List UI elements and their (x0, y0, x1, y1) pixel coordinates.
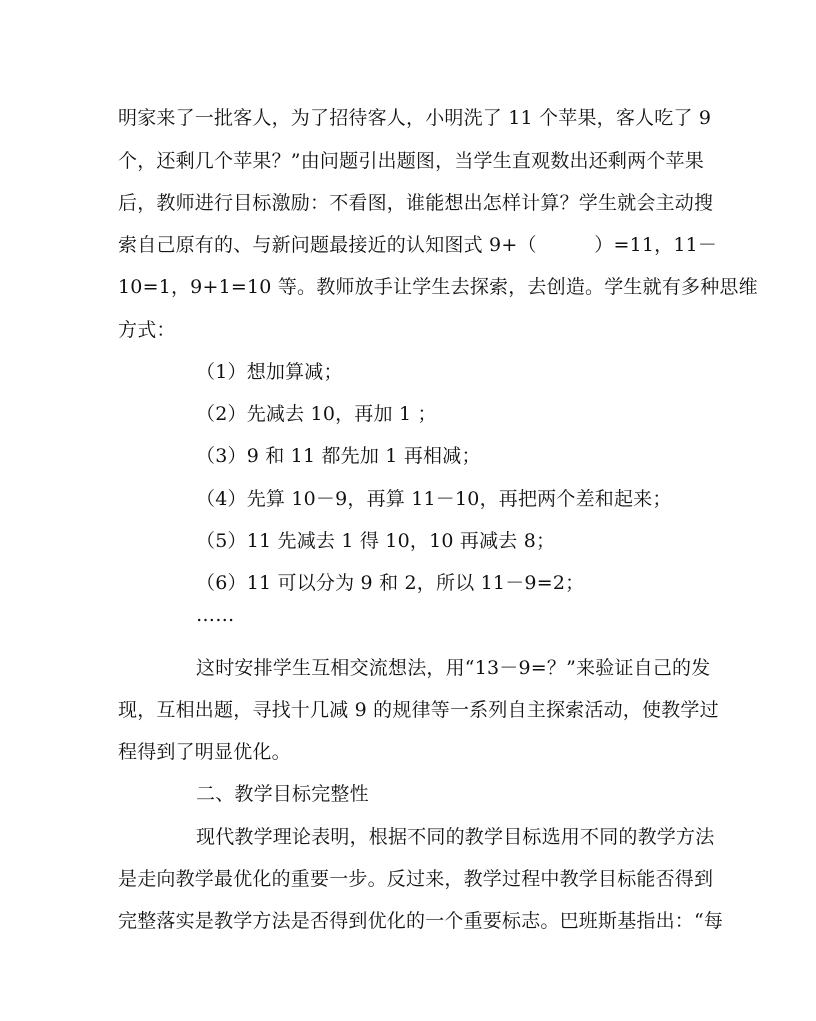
list-item: （3）9 和 11 都先加 1 再相减； (196, 445, 481, 467)
ellipsis: …… (196, 604, 235, 626)
paragraph-line: 方式： (118, 319, 176, 341)
paragraph-line: 索自己原有的、与新问题最接近的认知图式 9+（ ）=11，11－ (118, 234, 718, 256)
paragraph-line: 现，互相出题，寻找十几减 9 的规律等一系列自主探索活动，使教学过 (118, 699, 719, 721)
paragraph-line: 是走向教学最优化的重要一步。反过来，教学过程中教学目标能否得到 (118, 868, 714, 890)
paragraph-line: 这时安排学生互相交流想法，用“13－9=？”来验证自己的发 (196, 657, 711, 679)
paragraph-line: 个，还剩几个苹果？”由问题引出题图，当学生直观数出还剩两个苹果 (118, 150, 704, 172)
paragraph-line: 后，教师进行目标激励：不看图，谁能想出怎样计算？学生就会主动搜 (118, 192, 714, 214)
paragraph-line: 现代教学理论表明，根据不同的教学目标选用不同的教学方法 (196, 826, 715, 848)
section-heading: 二、教学目标完整性 (196, 783, 369, 805)
list-item: （5）11 先减去 1 得 10，10 再减去 8； (196, 530, 556, 552)
list-item: （1）想加算减； (196, 361, 343, 383)
list-item: （4）先算 10－9，再算 11－10，再把两个差和起来； (196, 488, 672, 510)
paragraph-line: 程得到了明显优化。 (118, 741, 291, 763)
paragraph-line: 10=1，9+1=10 等。教师放手让学生去探索，去创造。学生就有多种思维 (118, 276, 758, 298)
paragraph-line: 明家来了一批客人，为了招待客人，小明洗了 11 个苹果，客人吃了 9 (118, 107, 712, 129)
list-item: （6）11 可以分为 9 和 2，所以 11－9=2； (196, 572, 585, 594)
list-item: （2）先减去 10，再加 1 ； (196, 403, 437, 425)
paragraph-line: 完整落实是教学方法是否得到优化的一个重要标志。巴班斯基指出：“每 (118, 910, 724, 932)
